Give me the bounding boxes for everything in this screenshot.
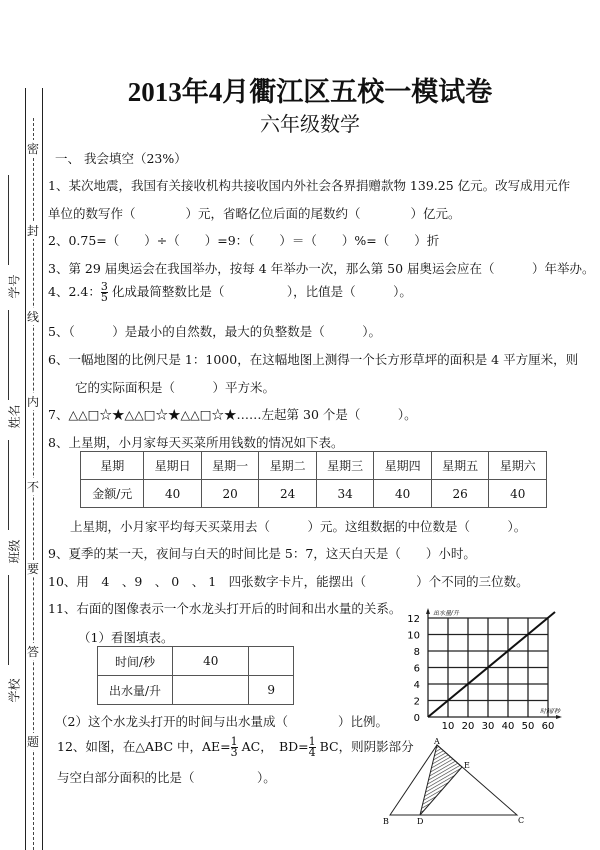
table-cell: 9	[249, 676, 294, 705]
question-1-cont: 单位的数写作（ ）元，省略亿位后面的尾数约（ ）亿元。	[48, 206, 461, 221]
page-title: 2013年4月衢江区五校一模试卷	[127, 77, 493, 107]
field-label-class: 班级	[7, 539, 22, 564]
question-8: 8、上星期，小月家每天买菜所用钱数的情况如下表。	[48, 435, 344, 450]
y-axis-arrow	[426, 608, 430, 614]
question-4	[48, 282, 412, 303]
numerator: 1	[308, 735, 316, 748]
question-10: 10、用 4 、9 、 0 、 1 四张数字卡片，能摆出（ ）个不同的三位数。	[48, 574, 529, 589]
section-heading: 一、 我会填空（23%）	[55, 151, 187, 166]
y-tick-label: 6	[413, 663, 420, 675]
field-line	[8, 310, 9, 400]
question-7: 7、△△□☆★△△□☆★△△□☆★……左起第 30 个是（ ）。	[48, 407, 417, 422]
table-cell: 26	[431, 480, 489, 508]
table-cell: 20	[201, 480, 259, 508]
denominator: 5	[100, 291, 108, 304]
table-cell: 24	[259, 480, 317, 508]
table-cell: 34	[316, 480, 374, 508]
question-9: 9、夏季的某一天，夜间与白天的时间比是 5：7，这天白天是（ ）小时。	[48, 546, 476, 561]
seal-mark: 内	[27, 395, 40, 409]
q4-text: 化成最简整数比是（ ），比值是（ ）。	[107, 284, 412, 299]
fraction	[231, 737, 238, 758]
field-line	[8, 175, 9, 265]
denominator: 4	[308, 746, 316, 759]
numerator: 3	[100, 280, 108, 293]
table-cell: 出水量/升	[98, 676, 173, 705]
label-c: C	[518, 816, 525, 825]
y-tick-label: 0	[413, 713, 420, 724]
question-5: 5、（ ）是最小的自然数，最大的负整数是（ ）。	[48, 324, 381, 339]
x-tick-label: 20	[461, 721, 475, 732]
q12-text: AC， BD=	[237, 739, 309, 754]
seal-mark: 密	[27, 142, 40, 156]
x-axis-label: 时间/秒	[540, 708, 561, 715]
table-cell	[249, 647, 294, 676]
question-11-part-2: （2）这个水龙头打开的时间与出水量成（ ）比例。	[55, 714, 388, 729]
table-cell: 时间/秒	[98, 647, 173, 676]
label-e: E	[464, 761, 470, 770]
table-cell: 星期	[81, 452, 144, 480]
label-a: A	[434, 737, 440, 746]
shaded-triangle	[420, 745, 462, 815]
table-cell: 星期二	[259, 452, 317, 480]
y-tick-label: 4	[413, 680, 420, 691]
seal-mark: 答	[27, 645, 40, 659]
denominator: 3	[230, 746, 238, 759]
q12-text: BC，则阴影部分	[315, 739, 414, 754]
field-line	[8, 575, 9, 665]
label-b: B	[383, 817, 389, 825]
data-line	[428, 612, 555, 717]
y-tick-label: 8	[413, 647, 420, 658]
question-12	[57, 737, 414, 758]
seal-mark: 要	[27, 562, 40, 576]
table-cell: 星期日	[144, 452, 202, 480]
x-tick-label: 60	[541, 721, 555, 732]
question-1: 1、某次地震，我国有关接收机构共接收国内外社会各界捐赠款物 139.25 亿元。改写成用元作	[48, 178, 571, 193]
table-cell: 金额/元	[81, 480, 144, 508]
seal-mark: 封	[27, 224, 40, 238]
page-subtitle: 六年级数学	[260, 112, 360, 136]
q4-text: 4、2.4：	[48, 284, 101, 299]
table-cell: 星期四	[374, 452, 432, 480]
x-axis-arrow	[556, 715, 562, 719]
field-label-school: 学校	[7, 678, 22, 703]
label-d: D	[417, 817, 424, 825]
margin-line	[25, 88, 26, 850]
table-cell: 星期三	[316, 452, 374, 480]
x-tick-label: 50	[521, 721, 535, 732]
seal-mark: 题	[27, 735, 40, 749]
seal-mark: 不	[27, 480, 40, 494]
question-11-part-1: （1）看图填表。	[78, 630, 174, 645]
table-cell: 40	[374, 480, 432, 508]
fraction	[309, 737, 316, 758]
margin-line	[42, 88, 43, 850]
question-2: 2、0.75=（ ）÷（ ）=9：（ ）＝（ ）%=（ ）折	[48, 233, 440, 248]
water-table	[97, 646, 294, 705]
y-axis-label: 出水量/升	[433, 610, 460, 617]
table-cell: 星期六	[489, 452, 547, 480]
table-cell	[173, 676, 249, 705]
triangle-abc	[390, 745, 517, 815]
field-line	[8, 440, 9, 530]
triangle-figure	[380, 735, 530, 825]
question-6: 6、一幅地图的比例尺是 1：1000，在这幅地图上测得一个长方形草坪的面积是 4 平方厘米，则	[48, 352, 579, 367]
table-cell: 40	[144, 480, 202, 508]
numerator: 1	[230, 735, 238, 748]
fraction	[101, 282, 108, 303]
question-8-cont: 上星期，小月家平均每天买菜用去（ ）元。这组数据的中位数是（ ）。	[70, 519, 527, 534]
spending-table	[80, 451, 547, 508]
question-12-cont: 与空白部分面积的比是（ ）。	[57, 770, 276, 785]
x-tick-label: 30	[481, 721, 495, 732]
table-cell: 40	[489, 480, 547, 508]
seal-mark: 线	[27, 310, 40, 324]
question-3: 3、第 29 届奥运会在我国举办，按每 4 年举办一次，那么第 50 届奥运会应在（ ）年举办。	[48, 261, 595, 276]
water-flow-chart	[395, 605, 595, 735]
y-tick-label: 12	[407, 614, 420, 625]
table-cell: 星期五	[431, 452, 489, 480]
y-tick-label: 2	[413, 696, 420, 708]
y-tick-label: 10	[407, 630, 420, 642]
x-tick-label: 10	[441, 721, 455, 732]
question-6-cont: 它的实际面积是（ ）平方米。	[75, 380, 276, 395]
question-11: 11、右面的图像表示一个水龙头打开后的时间和出水量的关系。	[48, 601, 402, 616]
field-label-name: 姓名	[7, 404, 22, 429]
field-label-student-id: 学号	[7, 274, 22, 299]
table-cell: 星期一	[201, 452, 259, 480]
q12-text: 12、如图，在△ABC 中，AE=	[57, 739, 231, 754]
table-cell: 40	[173, 647, 249, 676]
x-tick-label: 40	[501, 721, 515, 732]
